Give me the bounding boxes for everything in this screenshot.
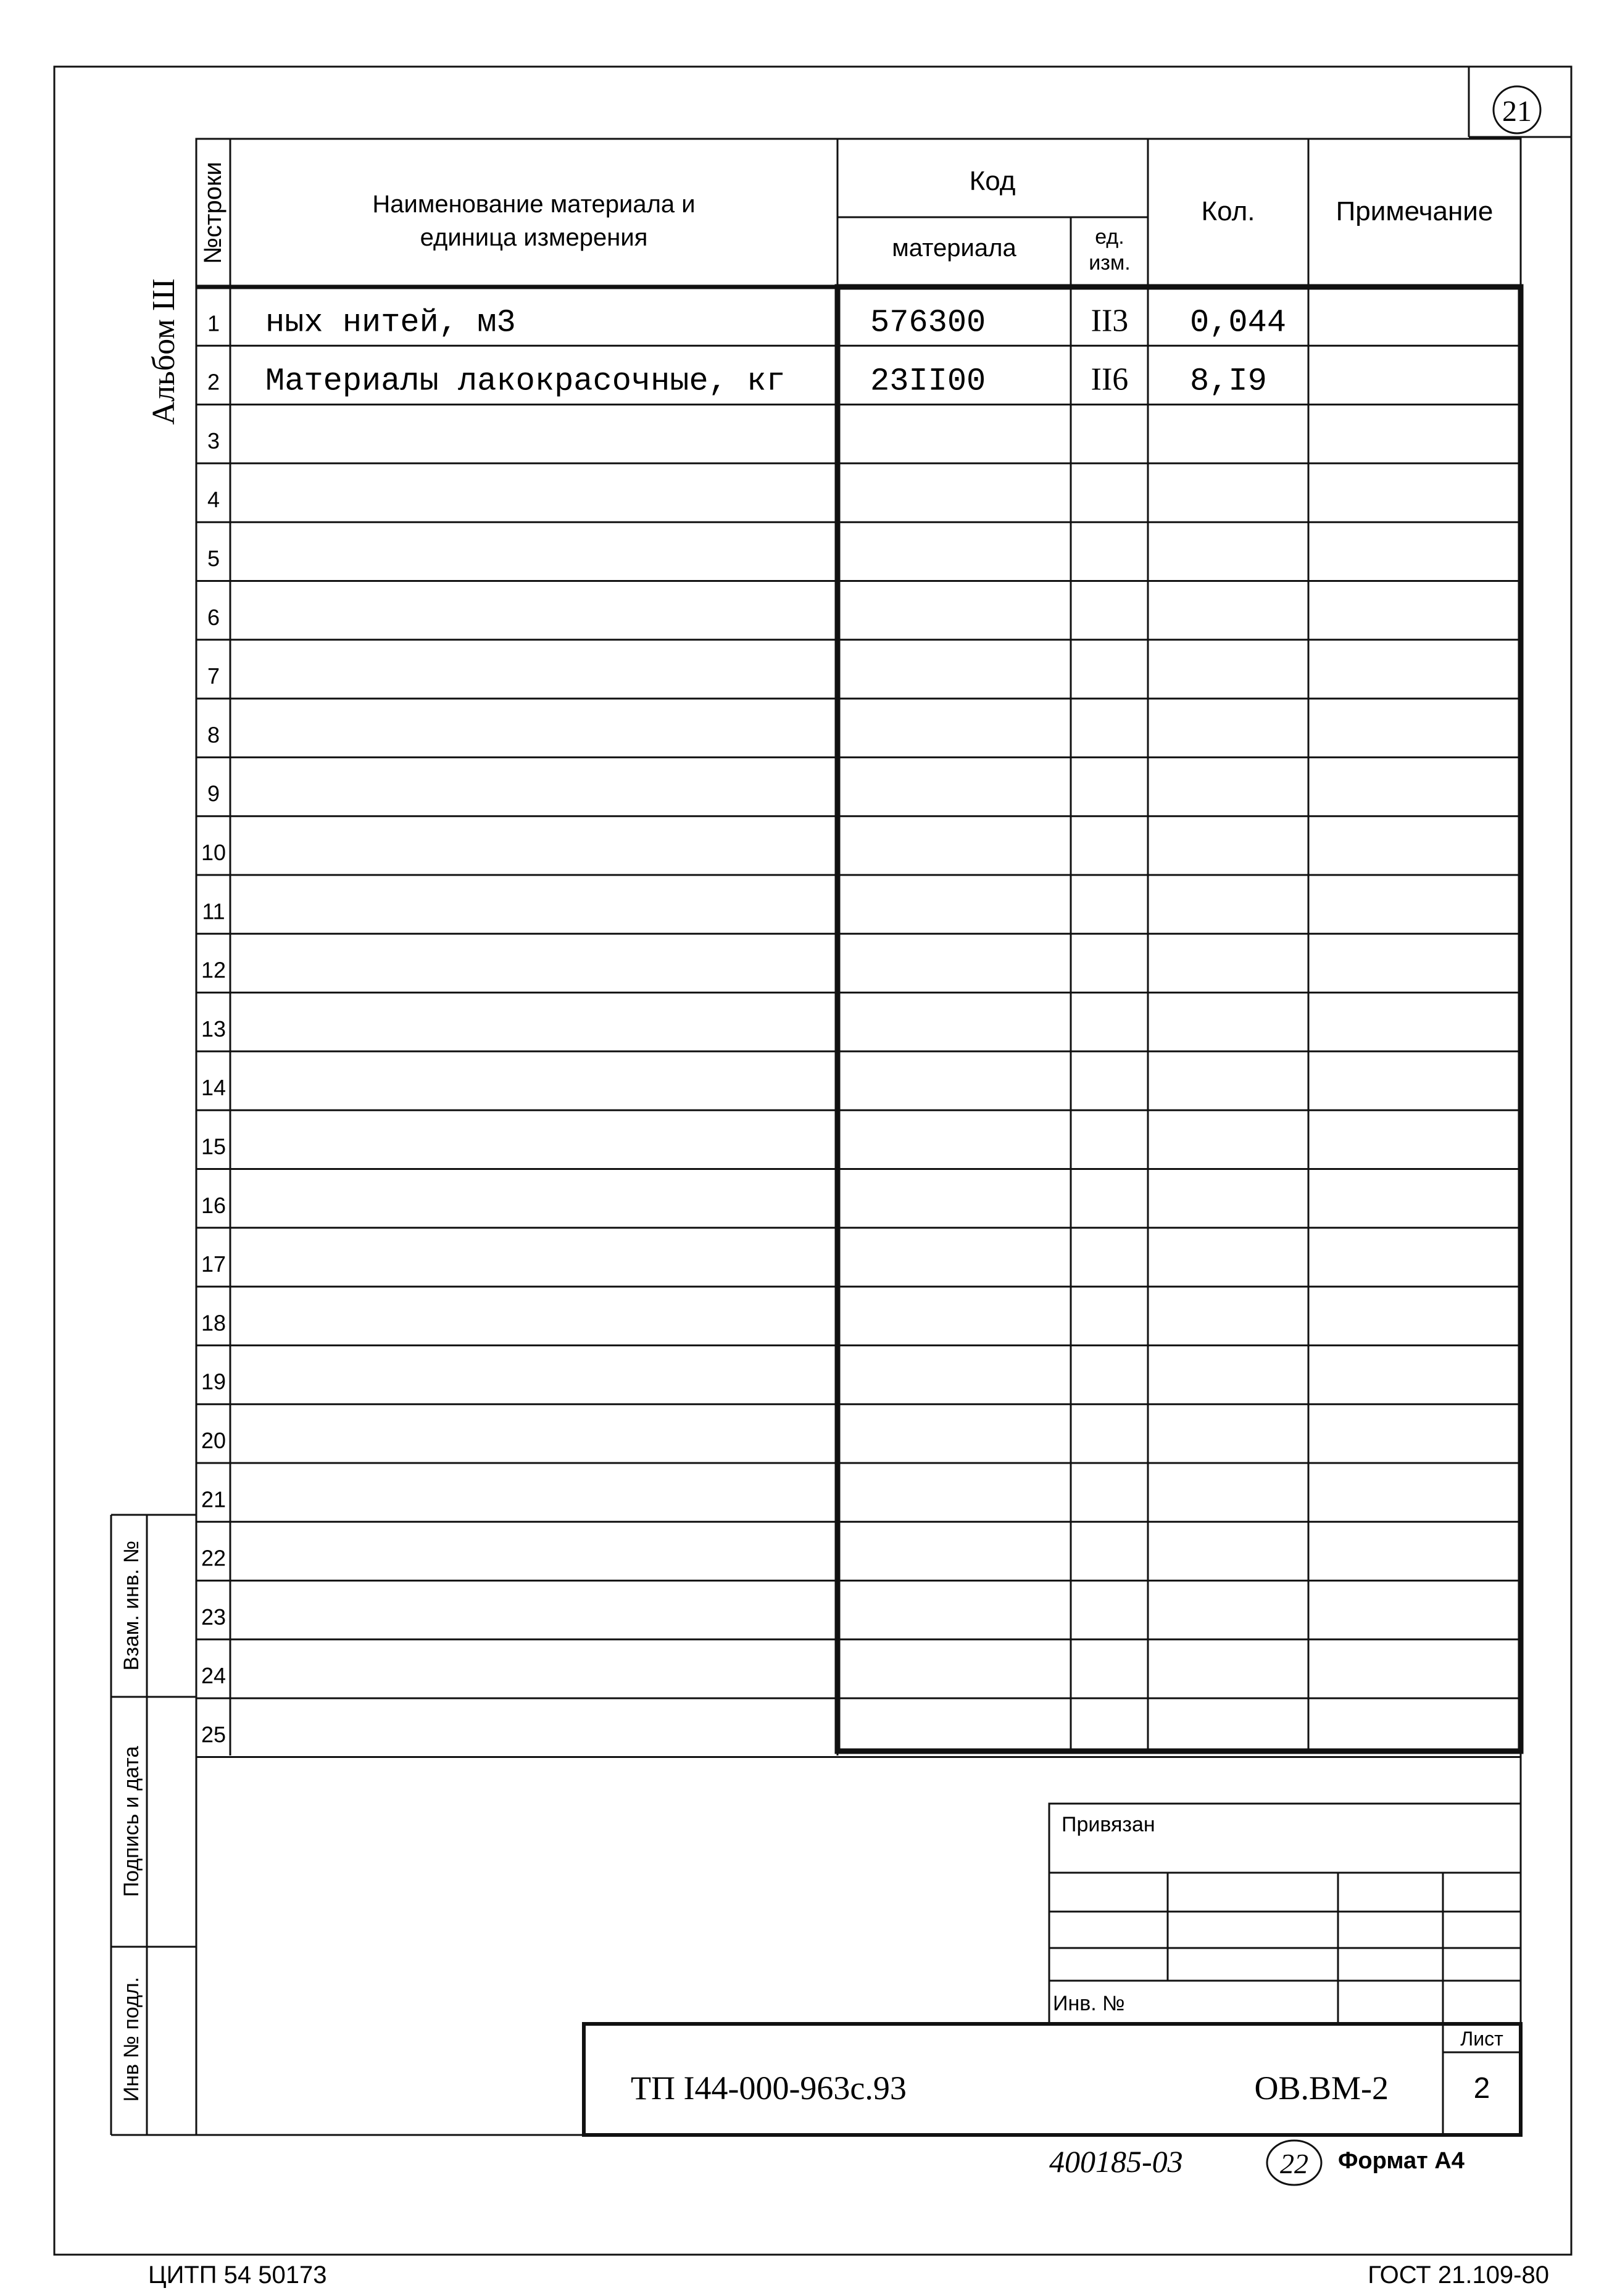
row-number: 16 [201, 1192, 226, 1218]
table-row [196, 605, 1521, 640]
table-row [196, 1016, 1521, 1051]
inv-no-label: Инв. № [1053, 1992, 1125, 2015]
table-row [196, 362, 1521, 405]
main-frame [196, 139, 1521, 2135]
table-row [196, 1251, 1521, 1287]
header-qty: Кол. [1201, 196, 1255, 226]
header-name-line2: единица измерения [420, 224, 648, 251]
handwritten-number: 400185-03 [1049, 2144, 1183, 2179]
privyazan-block [1049, 1804, 1521, 2024]
table-row [196, 1663, 1521, 1698]
row-number: 14 [201, 1075, 226, 1101]
row-number: 18 [201, 1310, 226, 1336]
row-number: 3 [207, 428, 220, 454]
table-row [196, 1428, 1521, 1463]
row-number: 20 [201, 1428, 226, 1453]
table-row [196, 1546, 1521, 1581]
table-row [196, 663, 1521, 698]
row-number: 23 [201, 1604, 226, 1630]
row-unit-code: II6 [1091, 362, 1129, 397]
table-row [196, 546, 1521, 581]
row-material-name: ных нитей, м3 [265, 304, 516, 341]
row-number: 7 [207, 663, 220, 689]
row-number: 1 [207, 310, 220, 336]
header-rownum: №строки [199, 162, 226, 264]
list-label: Лист [1460, 2028, 1503, 2050]
row-number: 25 [201, 1722, 226, 1747]
table-row [196, 722, 1521, 757]
table-row [196, 1193, 1521, 1228]
privyazan-label: Привязан [1062, 1813, 1155, 1836]
row-number: 9 [207, 781, 220, 806]
table-row [196, 840, 1521, 875]
row-material-code: 23II00 [870, 363, 986, 400]
doc-code: ТП I44-000-963с.93 [631, 2070, 907, 2107]
rows-layer [196, 303, 1521, 1757]
row-number: 11 [202, 898, 225, 924]
table-row [196, 428, 1521, 463]
row-number: 21 [201, 1486, 226, 1512]
table-row [196, 958, 1521, 993]
side-inv-podl: Инв № подл. [120, 1976, 143, 2102]
row-number: 15 [201, 1133, 226, 1159]
data-thick-box [837, 287, 1521, 1751]
album-label: Альбом Ш [146, 278, 181, 425]
table-row [196, 1604, 1521, 1639]
table-row [196, 1310, 1521, 1345]
row-material-name: Материалы лакокрасочные, кг [265, 363, 786, 400]
table-row [196, 1075, 1521, 1110]
row-number: 5 [207, 545, 220, 571]
row-number: 2 [207, 369, 220, 395]
table-row [196, 1134, 1521, 1169]
row-quantity: 8,I9 [1190, 363, 1267, 400]
circled-number: 22 [1280, 2148, 1308, 2179]
row-number: 13 [201, 1016, 226, 1042]
right-footer: ГОСТ 21.109-80 [1368, 2261, 1549, 2289]
sheet-number-top: 21 [1502, 95, 1532, 128]
header-note: Примечание [1336, 196, 1494, 226]
row-number: 8 [207, 722, 220, 748]
header-code-unit-1: ед. [1095, 225, 1124, 249]
side-podpis-data: Подпись и дата [120, 1746, 143, 1897]
row-number: 19 [201, 1369, 226, 1395]
doc-mark: ОВ.ВМ-2 [1254, 2070, 1389, 2107]
row-number: 12 [201, 957, 226, 983]
table-row [196, 781, 1521, 816]
row-number: 17 [201, 1251, 226, 1277]
table-row [196, 1369, 1521, 1404]
row-number: 24 [201, 1663, 226, 1689]
row-number: 22 [201, 1545, 226, 1571]
row-quantity: 0,044 [1190, 304, 1287, 341]
table-row [196, 303, 1521, 346]
sheet-no: 2 [1473, 2072, 1490, 2105]
row-number: 4 [207, 487, 220, 513]
row-unit-code: II3 [1091, 303, 1129, 339]
table-row [196, 898, 1521, 934]
side-vzam-inv: Взам. инв. № [120, 1540, 143, 1671]
header-name-line1: Наименование материала и [372, 191, 696, 218]
header-code-unit-2: изм. [1089, 251, 1131, 275]
row-material-code: 576300 [870, 304, 986, 341]
format-label: Формат А4 [1338, 2148, 1465, 2174]
header-code-material: материала [892, 234, 1016, 262]
left-footer: ЦИТП 54 50173 [148, 2261, 327, 2289]
table-row [196, 487, 1521, 522]
row-number: 6 [207, 604, 220, 630]
table-row [196, 1486, 1521, 1522]
row-number: 10 [201, 840, 226, 865]
header-code: Код [969, 166, 1016, 196]
